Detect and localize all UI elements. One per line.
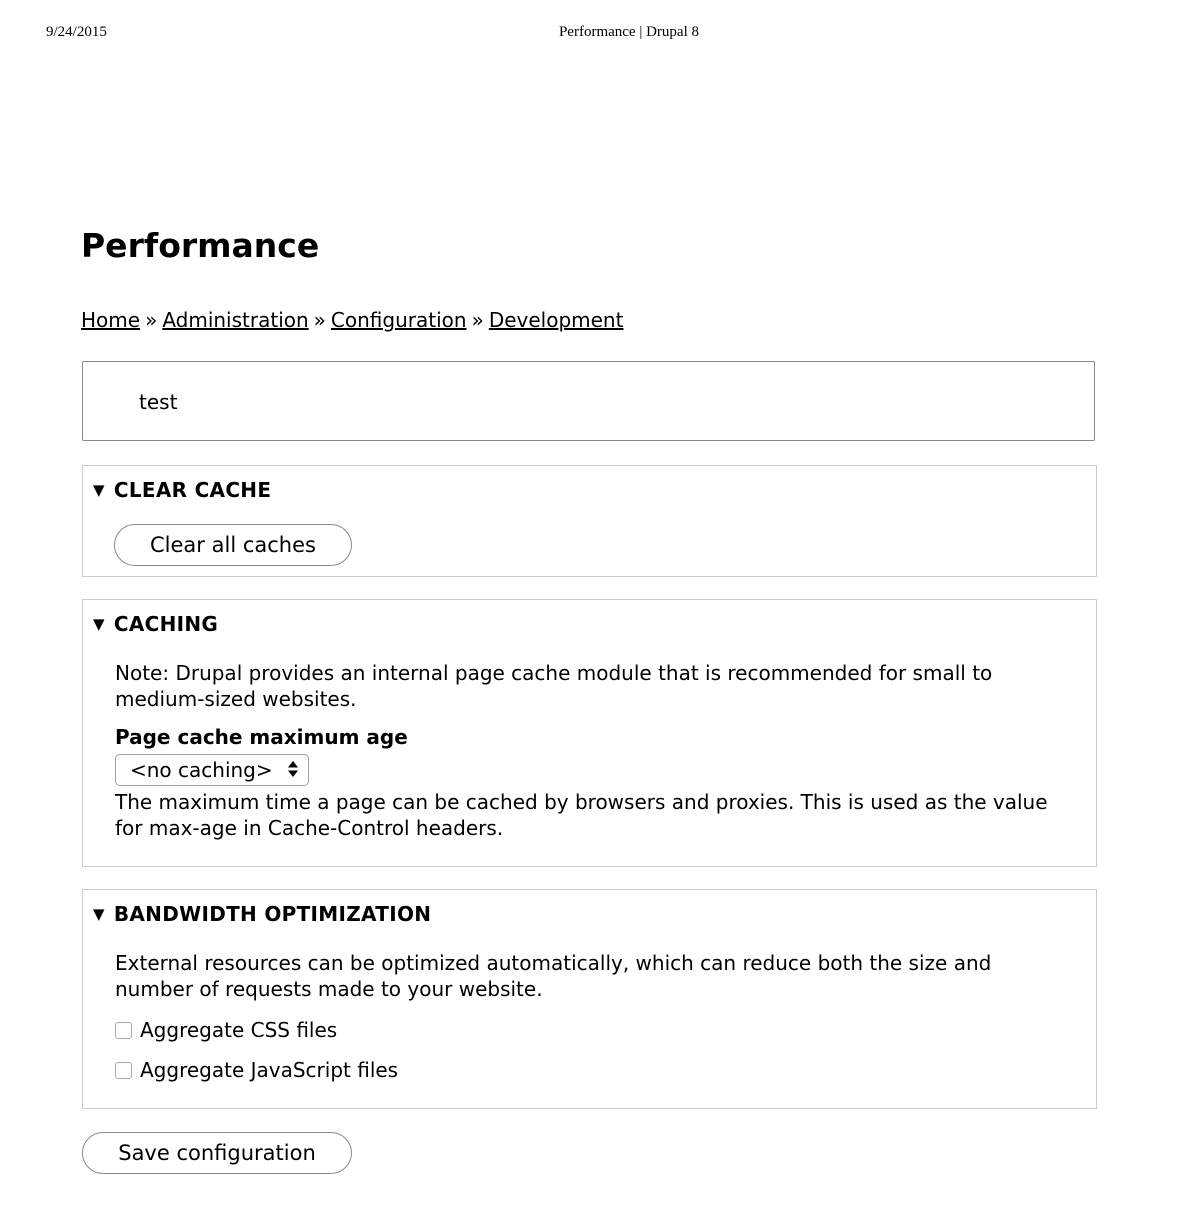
aggregate-js-label: Aggregate JavaScript files [140,1058,399,1082]
clear-all-caches-button[interactable]: Clear all caches [114,524,352,566]
bandwidth-optimization-legend[interactable] [93,902,431,926]
save-configuration-button[interactable]: Save configuration [82,1132,352,1174]
triangle-down-icon: ▼ [93,481,105,499]
select-selected-value: <no caching> [130,758,273,782]
bandwidth-optimization-fieldset [82,889,1097,1109]
breadcrumb-development-link[interactable]: Development [488,308,624,332]
updown-arrows-icon [287,759,299,779]
status-message-text: test [139,390,178,414]
caching-note: Note: Drupal provides an internal page cache module that is recommended for small to medium-sized websites. [115,661,993,711]
breadcrumb-home-link[interactable]: Home [81,308,141,332]
bandwidth-description: External resources can be optimized automatically, which can reduce both the size and number of requests made to your website. [115,951,992,1001]
breadcrumb [81,306,623,334]
print-header [0,24,1180,44]
clear-cache-legend-label: CLEAR CACHE [113,478,272,502]
breadcrumb-separator: » [313,308,326,332]
aggregate-css-option[interactable] [115,1018,337,1042]
triangle-down-icon: ▼ [93,615,105,633]
triangle-down-icon: ▼ [93,905,105,923]
clear-cache-fieldset [82,465,1097,577]
page-cache-max-age-select[interactable] [115,754,309,786]
page-title: Performance [81,226,320,265]
breadcrumb-administration-link[interactable]: Administration [162,308,309,332]
breadcrumb-separator: » [145,308,158,332]
bandwidth-optimization-legend-label: BANDWIDTH OPTIMIZATION [113,902,432,926]
status-message [82,361,1095,441]
aggregate-css-label: Aggregate CSS files [140,1018,338,1042]
caching-fieldset [82,599,1097,867]
page-cache-max-age-description: The maximum time a page can be cached by browsers and proxies. This is used as the value for max-age in Cache-Control headers. [115,790,1048,840]
caching-legend-label: CACHING [113,612,219,636]
aggregate-css-checkbox[interactable] [115,1022,132,1039]
page-cache-max-age-label: Page cache maximum age [115,725,408,749]
breadcrumb-separator: » [471,308,484,332]
print-page-title: Performance | Drupal 8 [558,24,700,40]
clear-cache-legend[interactable] [93,478,271,502]
aggregate-js-checkbox[interactable] [115,1062,132,1079]
breadcrumb-configuration-link[interactable]: Configuration [330,308,467,332]
aggregate-js-option[interactable] [115,1058,398,1082]
caching-legend[interactable] [93,612,218,636]
print-date: 9/24/2015 [46,24,107,40]
